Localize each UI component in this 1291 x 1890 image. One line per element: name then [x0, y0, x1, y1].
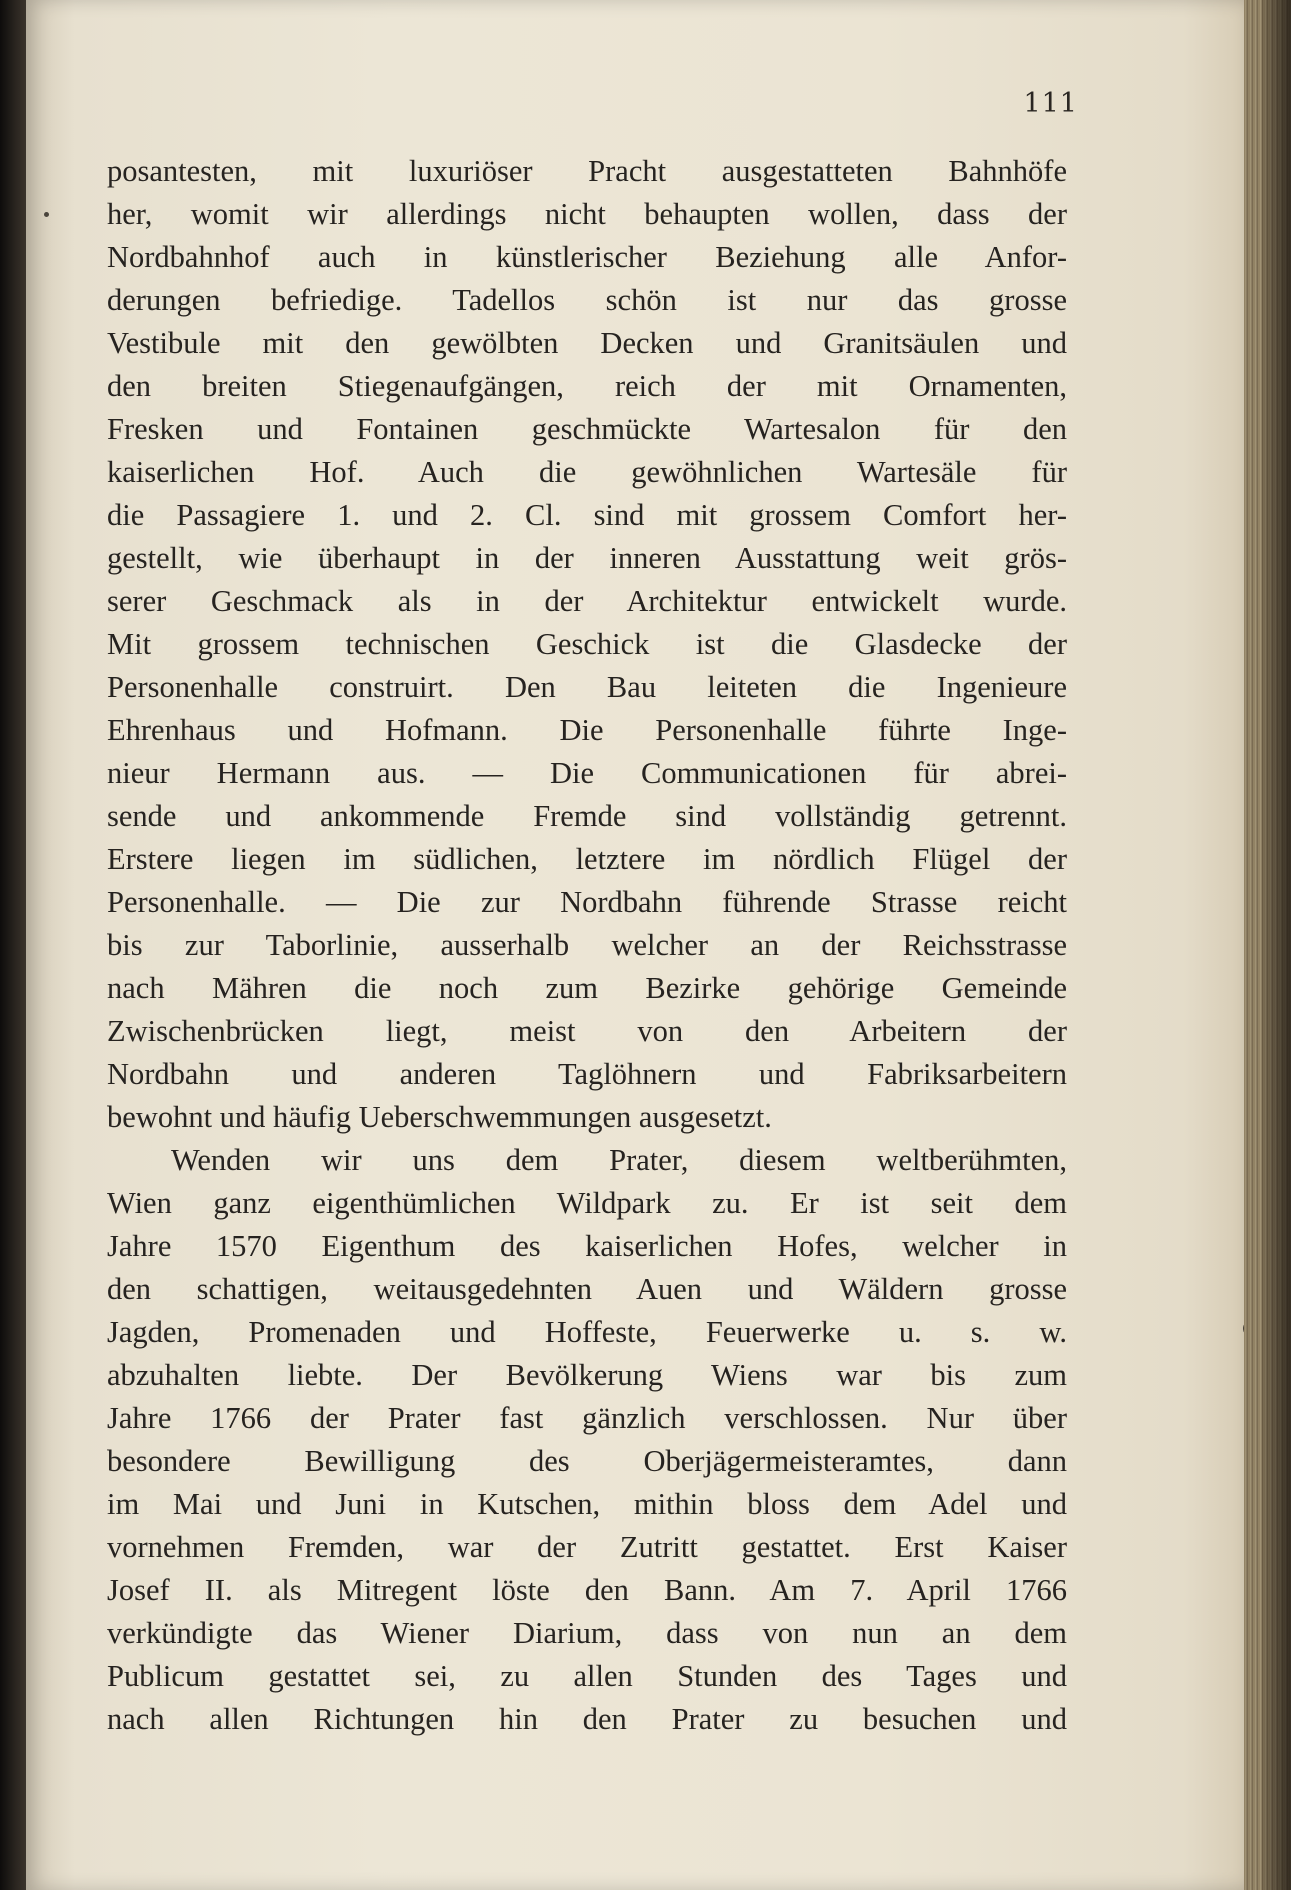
- text-line: den breiten Stiegenaufgängen, reich der mit Ornamenten,: [107, 369, 1067, 403]
- text-line: nach Mähren die noch zum Bezirke gehörige Gemeinde: [107, 971, 1067, 1005]
- text-line: bis zur Taborlinie, ausserhalb welcher an der Reichsstrasse: [107, 928, 1067, 962]
- page-edge-shadow: [1262, 0, 1291, 1890]
- text-line: sende und ankommende Fremde sind vollständig getrennt.: [107, 799, 1067, 833]
- text-line: vornehmen Fremden, war der Zutritt gestattet. Erst Kaiser: [107, 1530, 1067, 1564]
- text-line: her, womit wir allerdings nicht behaupten wollen, dass der: [107, 197, 1067, 231]
- text-line: Erstere liegen im südlichen, letztere im nördlich Flügel der: [107, 842, 1067, 876]
- text-line: gestellt, wie überhaupt in der inneren Ausstattung weit grös-: [107, 541, 1067, 575]
- text-line: derungen befriedige. Tadellos schön ist nur das grosse: [107, 283, 1067, 317]
- text-line: Nordbahn und anderen Taglöhnern und Fabriksarbeitern: [107, 1057, 1067, 1091]
- text-line: Personenhalle construirt. Den Bau leiteten die Ingenieure: [107, 670, 1067, 704]
- book-spine: [0, 0, 26, 1890]
- text-line: posantesten, mit luxuriöser Pracht ausgestatteten Bahnhöfe: [107, 154, 1067, 188]
- text-line: Personenhalle. — Die zur Nordbahn führende Strasse reicht: [107, 885, 1067, 919]
- paragraph-start-line: Wenden wir uns dem Prater, diesem weltberühmten,: [171, 1143, 1067, 1177]
- text-line: Mit grossem technischen Geschick ist die Glasdecke der: [107, 627, 1067, 661]
- text-line: Wien ganz eigenthümlichen Wildpark zu. Er ist seit dem: [107, 1186, 1067, 1220]
- text-line: Ehrenhaus und Hofmann. Die Personenhalle führte Inge-: [107, 713, 1067, 747]
- text-line: Publicum gestattet sei, zu allen Stunden des Tages und: [107, 1659, 1067, 1693]
- text-line: Jahre 1766 der Prater fast gänzlich verschlossen. Nur über: [107, 1401, 1067, 1435]
- text-line: im Mai und Juni in Kutschen, mithin bloss dem Adel und: [107, 1487, 1067, 1521]
- body-text: [107, 150, 1067, 1741]
- text-line: Fresken und Fontainen geschmückte Wartesalon für den: [107, 412, 1067, 446]
- text-line: Zwischenbrücken liegt, meist von den Arbeitern der: [107, 1014, 1067, 1048]
- text-line: abzuhalten liebte. Der Bevölkerung Wiens war bis zum: [107, 1358, 1067, 1392]
- text-line: nieur Hermann aus. — Die Communicationen für abrei-: [107, 756, 1067, 790]
- text-line: Nordbahnhof auch in künstlerischer Beziehung alle Anfor-: [107, 240, 1067, 274]
- text-line: bewohnt und häufig Ueberschwemmungen ausgesetzt.: [107, 1100, 772, 1134]
- text-line: Jahre 1570 Eigenthum des kaiserlichen Hofes, welcher in: [107, 1229, 1067, 1263]
- text-line: die Passagiere 1. und 2. Cl. sind mit grossem Comfort her-: [107, 498, 1067, 532]
- page-number: 111: [1023, 88, 1078, 119]
- text-line: besondere Bewilligung des Oberjägermeisteramtes, dann: [107, 1444, 1067, 1478]
- text-line: verkündigte das Wiener Diarium, dass von nun an dem: [107, 1616, 1067, 1650]
- text-line: serer Geschmack als in der Architektur entwickelt wurde.: [107, 584, 1067, 618]
- text-line: Josef II. als Mitregent löste den Bann. Am 7. April 1766: [107, 1573, 1067, 1607]
- text-line: Jagden, Promenaden und Hoffeste, Feuerwerke u. s. w.: [107, 1315, 1067, 1349]
- ink-speck: [44, 212, 49, 217]
- text-line: den schattigen, weitausgedehnten Auen und Wäldern grosse: [107, 1272, 1067, 1306]
- text-line: kaiserlichen Hof. Auch die gewöhnlichen Wartesäle für: [107, 455, 1067, 489]
- text-line: Vestibule mit den gewölbten Decken und Granitsäulen und: [107, 326, 1067, 360]
- text-line: nach allen Richtungen hin den Prater zu besuchen und: [107, 1702, 1067, 1736]
